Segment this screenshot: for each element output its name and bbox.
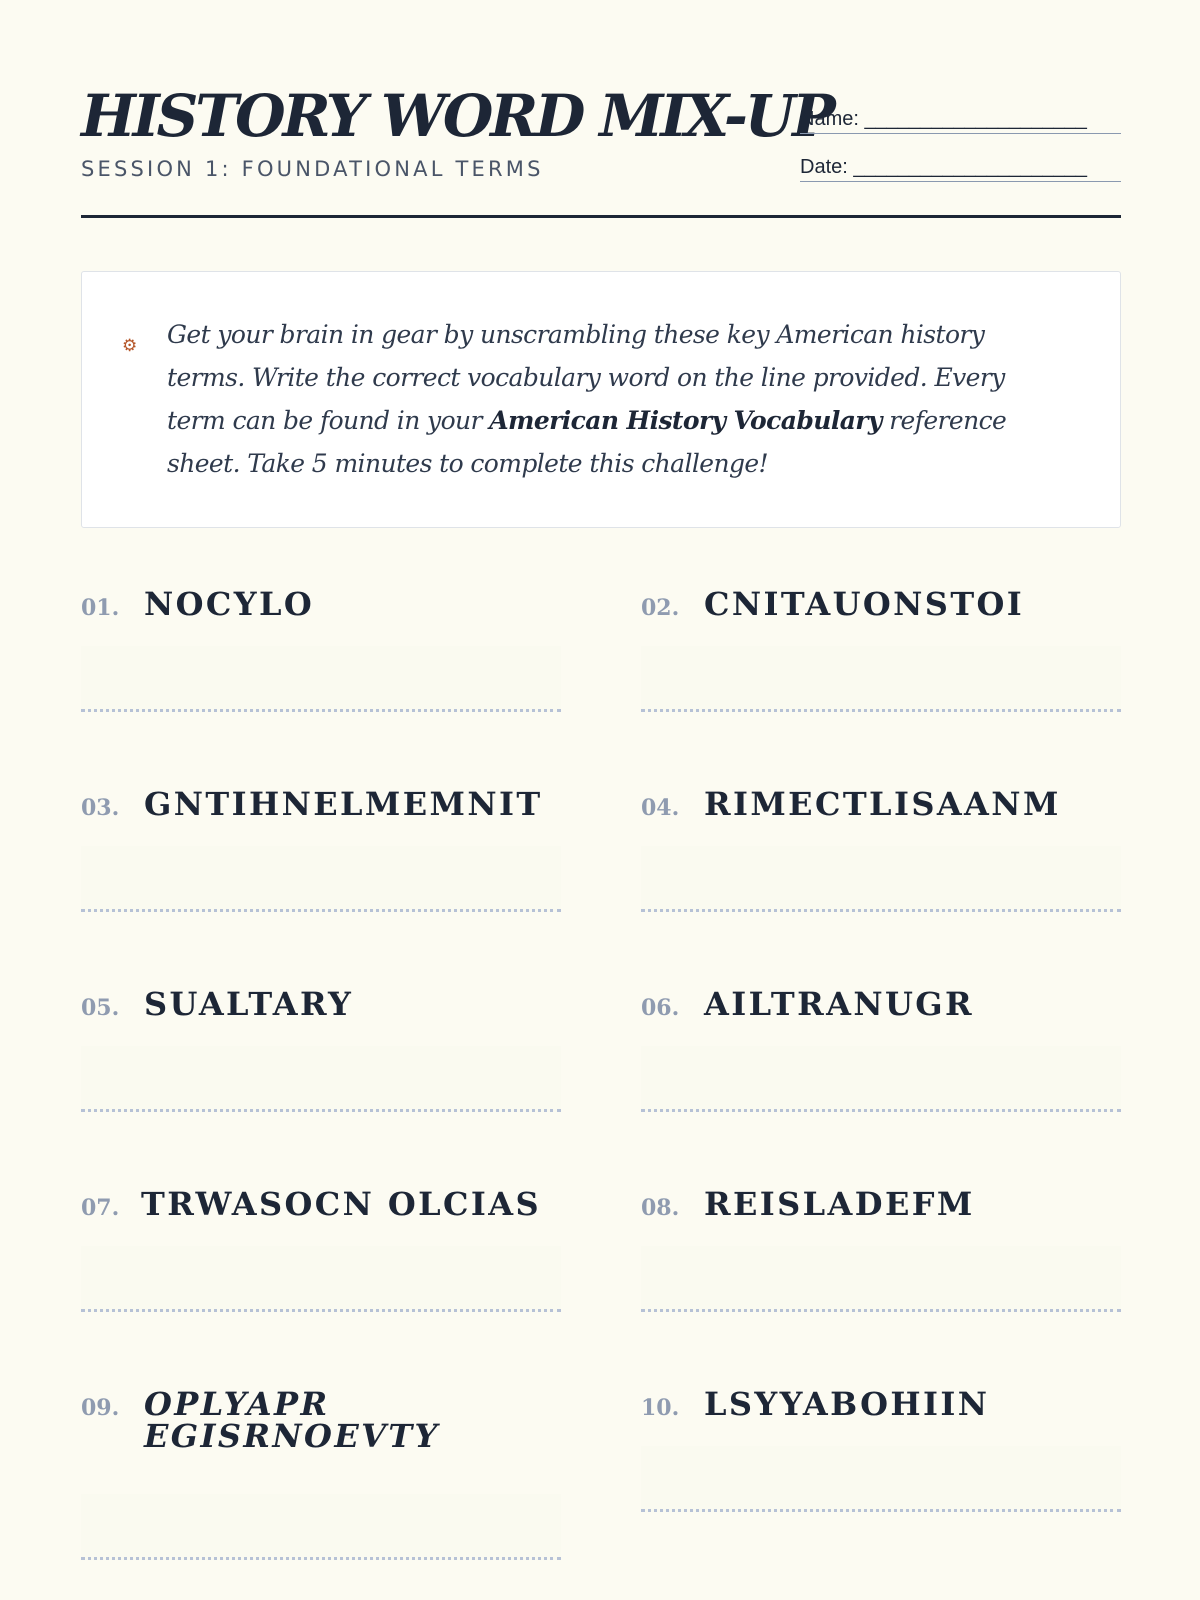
page-title: HISTORY WORD MIX-UP xyxy=(81,82,833,150)
scrambled-word: SUALTARY xyxy=(144,985,354,1023)
scrambled-word: LSYYABOHIIN xyxy=(704,1385,990,1423)
scrambled-word: CNITAUONSTOI xyxy=(704,585,1025,623)
item-number: 01. xyxy=(81,595,120,621)
item-number: 10. xyxy=(641,1395,680,1421)
scrambled-word: NOCYLO xyxy=(144,585,315,623)
answer-line[interactable] xyxy=(81,1046,561,1112)
item-number: 02. xyxy=(641,595,680,621)
name-field[interactable]: Name: ____________________ xyxy=(800,107,1121,134)
scrambled-word: TRWASOCN OLCIAS xyxy=(141,1185,542,1223)
answer-line[interactable] xyxy=(641,846,1121,912)
item-number: 06. xyxy=(641,995,680,1021)
item-number: 07. xyxy=(81,1195,120,1221)
answer-line[interactable] xyxy=(81,846,561,912)
instructions-text xyxy=(167,313,1067,485)
answer-line[interactable] xyxy=(641,646,1121,712)
item-number: 08. xyxy=(641,1195,680,1221)
item-number: 03. xyxy=(81,795,120,821)
item-number: 09. xyxy=(81,1395,120,1421)
item-number: 05. xyxy=(81,995,120,1021)
instructions-text-end: reference sheet. Take 5 minutes to complete this challenge! xyxy=(167,406,1007,478)
scrambled-word: OPLYAPR EGISRNOEVTY xyxy=(144,1385,440,1455)
scrambled-word: GNTIHNELMEMNIT xyxy=(144,785,543,823)
scrambled-word: RIMECTLISAANM xyxy=(704,785,1061,823)
answer-line[interactable] xyxy=(81,1494,561,1560)
instructions-emphasis: American History Vocabulary xyxy=(489,406,882,435)
answer-line[interactable] xyxy=(641,1246,1121,1312)
instructions-text-start: Get your brain in gear by unscrambling these key American history terms. Write the correct vocabulary word on the line provided. Every term can be found in your xyxy=(167,320,1005,435)
answer-line[interactable] xyxy=(81,646,561,712)
session-subtitle: SESSION 1: FOUNDATIONAL TERMS xyxy=(81,157,544,181)
gear-icon: ⚙ xyxy=(122,336,138,356)
scrambled-word: AILTRANUGR xyxy=(704,985,974,1023)
instructions-box xyxy=(81,271,1121,528)
answer-line[interactable] xyxy=(641,1046,1121,1112)
date-field[interactable]: Date: _____________________ xyxy=(800,155,1121,182)
worksheet-header xyxy=(81,0,1121,218)
item-number: 04. xyxy=(641,795,680,821)
answer-line[interactable] xyxy=(641,1446,1121,1512)
answer-line[interactable] xyxy=(81,1246,561,1312)
worksheet-page xyxy=(81,0,1121,1455)
scrambled-word: REISLADEFM xyxy=(704,1185,975,1223)
